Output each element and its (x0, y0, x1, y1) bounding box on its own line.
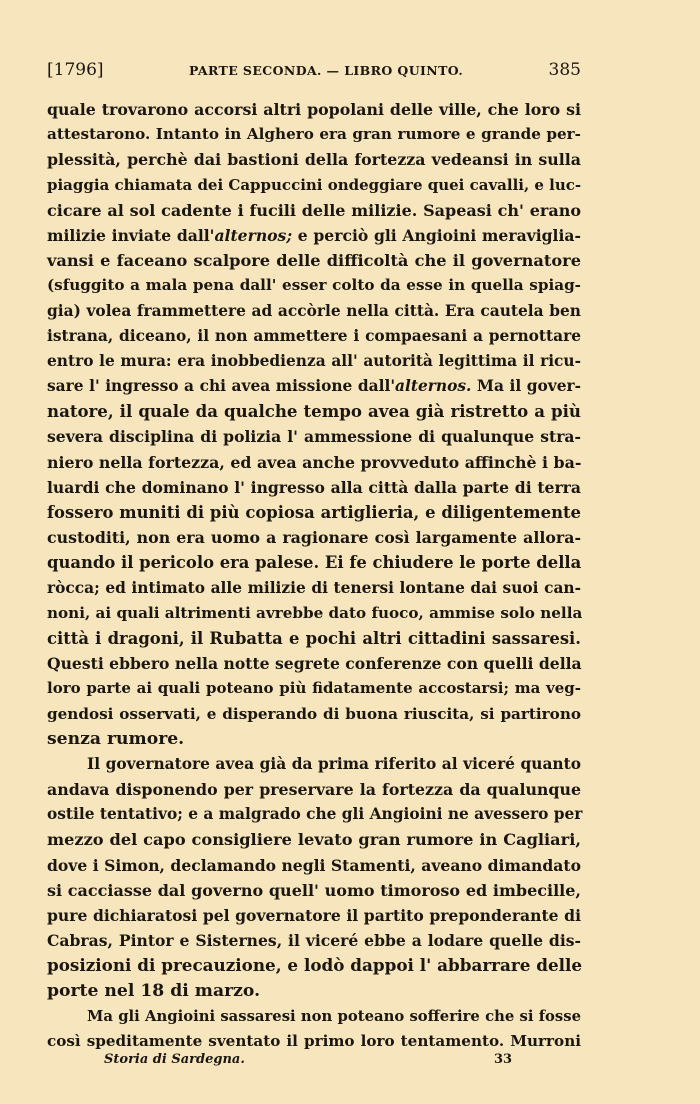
text-line: plessità, perchè dai bastioni della fortezza vedeansi in sulla (47, 150, 581, 170)
text-line: fossero muniti di più copiosa artiglieria, e diligentemente (47, 503, 581, 522)
text-line: piaggia chiamata dei Cappuccini ondeggiare quei cavalli, e luc- (47, 175, 582, 194)
text-line: così speditamente sventato il primo loro tentamento. Murroni (47, 1031, 581, 1050)
header-title: PARTE SECONDA. — LIBRO QUINTO. (188, 63, 464, 78)
text-line: entro le mura: era inobbedienza all' autorità legittima il ricu- (47, 351, 581, 370)
footer-signature: 33 (494, 1052, 513, 1067)
text-line: ròcca; ed intimato alle milizie di tenersi lontane dai suoi can- (47, 578, 581, 597)
text-line: cicare al sol cadente i fucili delle milizie. Sapeasi ch' erano (47, 200, 581, 220)
text-line: luardi che dominano l' ingresso alla città dalla parte di terra (47, 477, 581, 497)
paragraph-start-line: Il governatore avea già da prima riferito al viceré quanto (87, 754, 581, 773)
italic-term: alternos. (395, 377, 472, 396)
text-line: mezzo del capo consigliere levato gran rumore in Cagliari, (47, 830, 581, 850)
text-line: sare l' ingresso a chi avea missione dall'alternos. Ma il gover- (47, 377, 581, 396)
text-line: niero nella fortezza, ed avea anche provveduto affinchè i ba- (47, 452, 582, 472)
page-footer (104, 1052, 514, 1074)
italic-term: alternos; (214, 225, 293, 245)
text-line: attestarono. Intanto in Alghero era gran rumore e grande per- (47, 125, 581, 144)
text-line: natore, il quale da qualche tempo avea già ristretto a più (47, 401, 581, 422)
running-header (47, 60, 581, 86)
footer-book-title: Storia di Sardegna. (104, 1052, 245, 1067)
page-number: 385 (548, 60, 581, 80)
text-line: noni, ai quali altrimenti avrebbe dato fuoco, ammise solo nella (47, 603, 583, 622)
text-line: dove i Simon, declamando negli Stamenti, aveano dimandato (47, 855, 581, 875)
text-line: posizioni di precauzione, e lodò dappoi l' abbarrare delle (47, 955, 583, 976)
text-line: quale trovarono accorsi altri popolani delle ville, che loro si (47, 100, 581, 119)
text-line: Cabras, Pintor e Sisternes, il viceré ebbe a lodare quelle dis- (47, 931, 581, 951)
text-line: loro parte ai quali poteano più fidatamente accostarsi; ma veg- (47, 679, 581, 698)
text-line: severa disciplina di polizia l' ammessione di qualunque stra- (47, 427, 581, 447)
text-line: pure dichiaratosi pel governatore il partito preponderante di (47, 906, 581, 925)
text-line: senza rumore. (47, 728, 185, 749)
text-line: città i dragoni, il Rubatta e pochi altri cittadini sassaresi. (47, 628, 581, 648)
text-line: andava disponendo per preservare la fortezza da qualunque (47, 780, 581, 800)
text-line: gia) volea frammettere ad accòrle nella città. Era cautela ben (47, 301, 581, 320)
text-line: milizie inviate dall'alternos; e perciò gli Angioini meraviglia- (47, 225, 581, 245)
text-line: (sfuggito a mala pena dall' esser colto da esse in quella spiag- (47, 276, 581, 295)
text-line: porte nel 18 di marzo. (47, 980, 261, 1001)
text-line: quando il pericolo era palese. Ei fe chiudere le porte della (47, 553, 582, 573)
paragraph-start-line: Ma gli Angioini sassaresi non poteano sofferire che si fosse (87, 1007, 581, 1025)
text-line: vansi e faceano scalpore delle difficoltà che il governatore (47, 251, 581, 271)
text-line: gendosi osservati, e disperando di buona riuscita, si partirono (47, 704, 581, 723)
body-text (47, 97, 581, 1054)
text-line: Questi ebbero nella notte segrete conferenze con quelli della (47, 654, 582, 674)
header-year: [1796] (47, 60, 104, 80)
text-line: istrana, diceano, il non ammettere i compaesani a pernottare (47, 326, 581, 345)
text-line: si cacciasse dal governo quell' uomo timoroso ed imbecille, (47, 880, 581, 900)
text-line: custoditi, non era uomo a ragionare così largamente allora- (47, 528, 581, 548)
text-line: ostile tentativo; e a malgrado che gli Angioini ne avessero per (47, 805, 583, 824)
